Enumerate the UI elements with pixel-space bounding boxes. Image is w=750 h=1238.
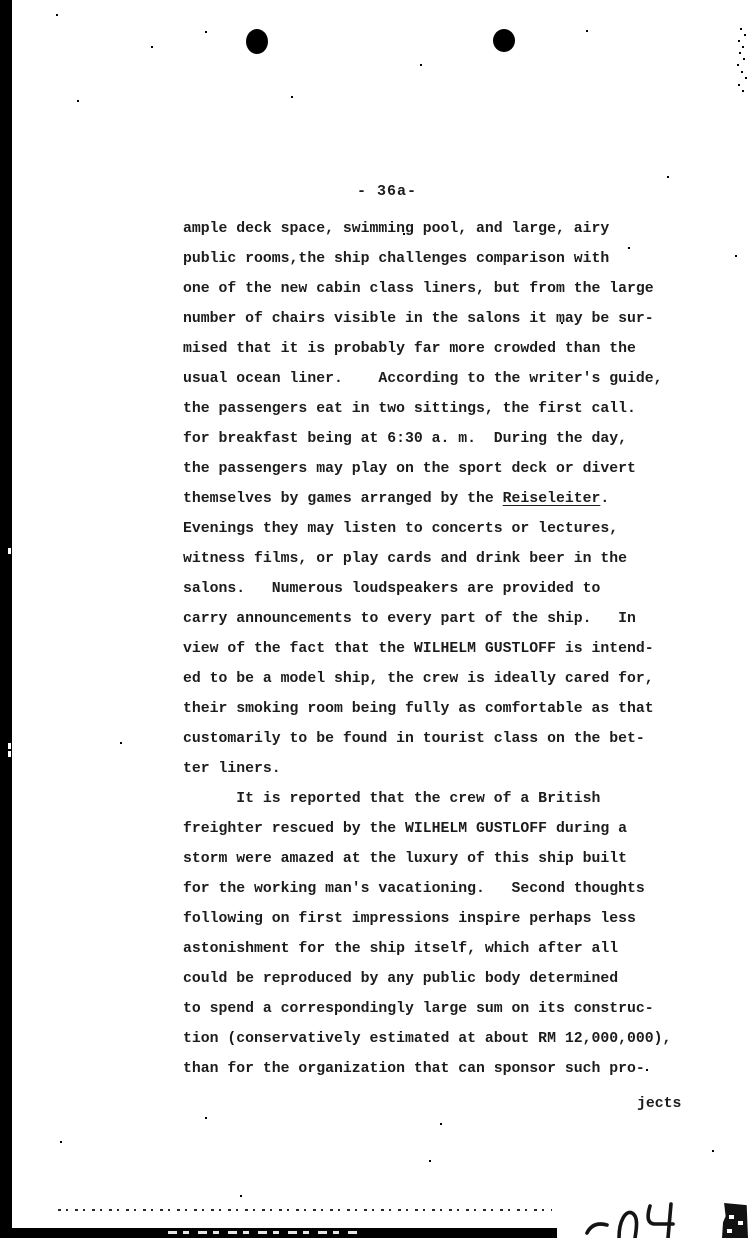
text-line: the passengers may play on the sport deck or divert — [183, 461, 636, 477]
text-line: could be reproduced by any public body determined — [183, 971, 619, 987]
text-line: customarily to be found in tourist class on the bet- — [183, 731, 645, 747]
line-text: . — [600, 491, 610, 507]
scan-bar-gaps — [168, 1231, 363, 1234]
text-line: number of chairs visible in the salons it may be sur- — [183, 311, 654, 327]
underlined-term: Reiseleiter — [502, 491, 601, 507]
scan-corner-blob — [722, 1203, 748, 1238]
text-line: ed to be a model ship, the crew is ideally cared for, — [183, 671, 654, 687]
text-line: witness films, or play cards and drink beer in the — [183, 551, 627, 567]
text-line: for breakfast being at 6:30 a. m. During the day, — [183, 431, 627, 447]
text-line: It is reported that the crew of a British — [183, 791, 601, 807]
text-line: storm were amazed at the luxury of this ship built — [183, 851, 627, 867]
line-text: themselves by games arranged by the — [183, 491, 503, 507]
scan-specks — [0, 0, 2, 2]
text-line: salons. Numerous loudspeakers are provided to — [183, 581, 601, 597]
text-line: for the working man's vacationing. Second thoughts — [183, 881, 645, 897]
punch-hole-dot — [246, 29, 268, 54]
text-line: Evenings they may listen to concerts or lectures, — [183, 521, 619, 537]
text-line: freighter rescued by the WILHELM GUSTLOFF during a — [183, 821, 627, 837]
text-line: ter liners. — [183, 761, 281, 777]
text-line: than for the organization that can sponsor such pro- — [183, 1061, 645, 1077]
punch-hole-dot — [493, 29, 515, 52]
catchword: jects — [637, 1096, 682, 1112]
dotted-separator-line — [58, 1209, 552, 1211]
text-line: tion (conservatively estimated at about RM 12,000,000), — [183, 1031, 672, 1047]
scan-noise — [733, 24, 735, 26]
text-line: following on first impressions inspire perhaps less — [183, 911, 636, 927]
text-line: view of the fact that the WILHELM GUSTLOFF is intend- — [183, 641, 654, 657]
scan-bottom-bar — [0, 1228, 557, 1238]
text-line: mised that it is probably far more crowded than the — [183, 341, 636, 357]
text-line: astonishment for the ship itself, which after all — [183, 941, 619, 957]
text-line: public rooms,the ship challenges comparison with — [183, 251, 610, 267]
text-line: carry announcements to every part of the ship. In — [183, 611, 636, 627]
text-line: one of the new cabin class liners, but from the large — [183, 281, 654, 297]
text-line: the passengers eat in two sittings, the first call. — [183, 401, 636, 417]
text-block — [183, 214, 703, 1084]
text-line: ample deck space, swimming pool, and large, airy — [183, 221, 610, 237]
text-line — [183, 484, 703, 514]
text-line: usual ocean liner. According to the writer's guide, — [183, 371, 663, 387]
scan-edge-bar — [0, 0, 12, 1238]
page-number: - 36a- — [357, 183, 418, 200]
handwritten-mark — [583, 1200, 695, 1238]
text-line: to spend a correspondingly large sum on its construc- — [183, 1001, 654, 1017]
text-line: their smoking room being fully as comfortable as that — [183, 701, 654, 717]
